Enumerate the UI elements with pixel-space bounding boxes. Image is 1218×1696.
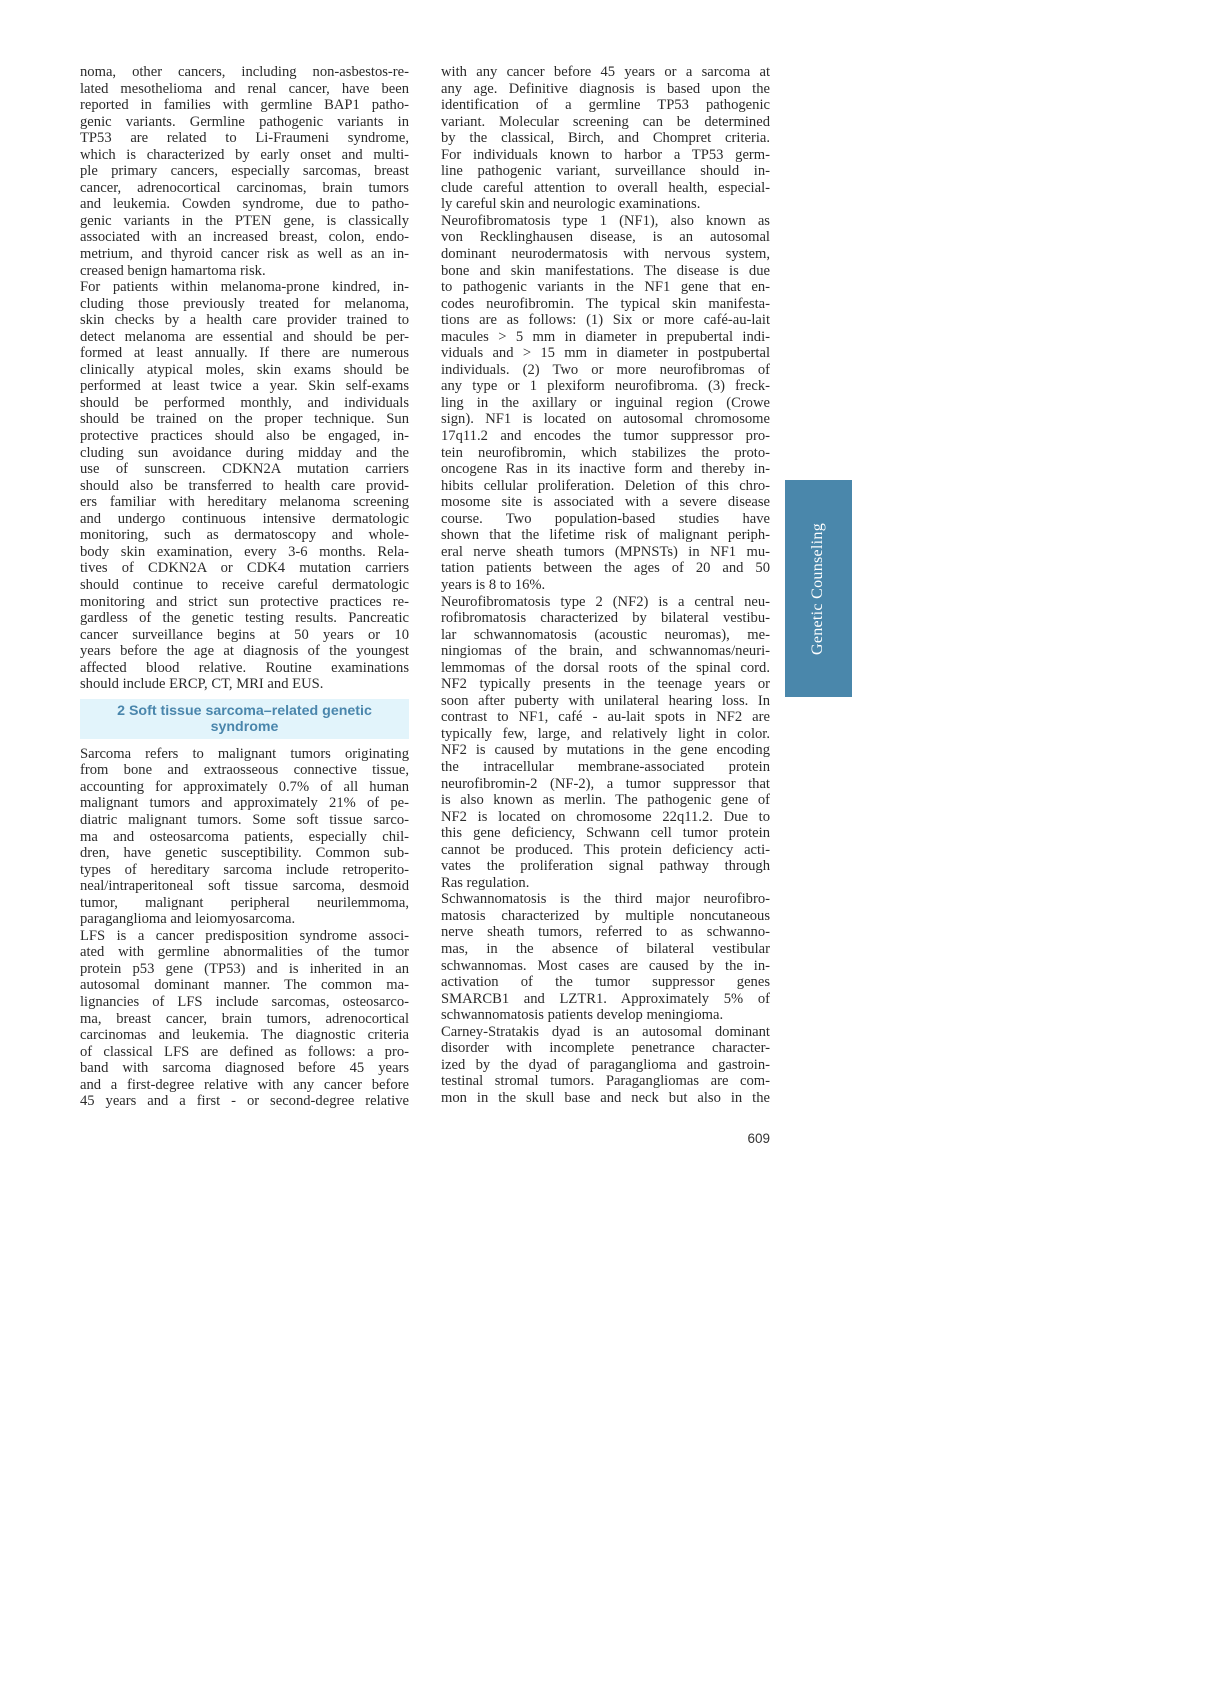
text-line: is also known as merlin. The pathogenic gene of [441,792,770,809]
text-line: NF2 is located on chromosome 22q11.2. Due to [441,808,770,825]
text-line: identification of a germline TP53 pathogenic [441,97,770,114]
text-line: clude careful attention to overall health, especial- [441,179,770,196]
paragraph [80,928,409,1110]
text-line: lated mesothelioma and renal cancer, have been [80,80,409,97]
text-line: cancer surveillance begins at 50 years or 10 [80,626,409,643]
text-line: tumor, malignant peripheral neurilemmoma, [80,894,409,911]
paragraph [441,594,770,892]
text-line: affected blood relative. Routine examinations [80,659,409,676]
text-line: Neurofibromatosis type 1 (NF1), also known as [441,212,770,229]
text-line: typically few, large, and relatively light in color. [441,725,770,742]
text-line: and leukemia. Cowden syndrome, due to patho- [80,196,409,213]
text-line: band with sarcoma diagnosed before 45 years [80,1060,409,1077]
text-line: detect melanoma are essential and should be per- [80,328,409,345]
text-line: paraganglioma and leiomyosarcoma. [80,911,296,928]
chapter-side-tab [785,480,852,697]
text-line: tions are as follows: (1) Six or more café-au-lait [441,312,770,329]
text-line: mon in the skull base and neck but also in the [441,1089,770,1106]
paragraph [441,1024,770,1107]
text-line: hibits cellular proliferation. Deletion of this chro- [441,477,770,494]
text-line: oncogene Ras in its inactive form and thereby in- [441,461,770,478]
text-line: For patients within melanoma-prone kindred, in- [80,279,409,296]
text-line: TP53 are related to Li-Fraumeni syndrome, [80,130,409,147]
text-line: ma and osteosarcoma patients, especially chil- [80,828,409,845]
text-line: of classical LFS are defined as follows: a pro- [80,1043,409,1060]
text-line: creased benign hamartoma risk. [80,262,266,279]
text-line: ated with germline abnormalities of the tumor [80,944,409,961]
text-line: to pathogenic variants in the NF1 gene that en- [441,279,770,296]
text-line: accounting for approximately 0.7% of all human [80,778,409,795]
section-heading [80,699,409,739]
text-line: tation patients between the ages of 20 and 50 [441,560,770,577]
text-line: from bone and extraosseous connective tissue, [80,762,409,779]
paragraph [441,213,770,594]
text-line: disorder with incomplete penetrance character- [441,1040,770,1057]
text-line: 17q11.2 and encodes the tumor suppressor pro- [441,428,770,445]
text-line: noma, other cancers, including non-asbestos-re- [80,64,409,80]
text-line: protective practices should also be engaged, in- [80,428,409,445]
text-line: mas, in the absence of bilateral vestibular [441,940,770,957]
paragraph [80,64,409,279]
text-line: should continue to receive careful dermatologic [80,576,409,593]
text-line: schwannomas. Most cases are caused by the in- [441,957,770,974]
text-line: nerve sheath tumors, referred to as schwanno- [441,924,770,941]
text-line: associated with an increased breast, colon, endo- [80,229,409,246]
text-line: vates the proliferation signal pathway through [441,858,770,875]
text-line: individuals. (2) Two or more neurofibromas of [441,361,770,378]
chapter-side-tab-label: Genetic Counseling [809,522,827,655]
text-line: activation of the tumor suppressor genes [441,974,770,991]
text-line: autosomal dominant manner. The common ma- [80,977,409,994]
text-line: diatric malignant tumors. Some soft tissue sarco- [80,811,409,828]
text-line: cancer, adrenocortical carcinomas, brain tumors [80,179,409,196]
text-line: Carney-Stratakis dyad is an autosomal dominant [441,1023,770,1040]
text-line: this gene deficiency, Schwann cell tumor protein [441,825,770,842]
text-line: should also be transferred to health care provid- [80,477,409,494]
text-line: von Recklinghausen disease, is an autosomal [441,229,770,246]
text-line: line pathogenic variant, surveillance should in- [441,163,770,180]
right-column [441,64,770,1106]
text-line: contrast to NF1, café - au-lait spots in NF2 are [441,709,770,726]
text-line: cannot be produced. This protein deficiency acti- [441,841,770,858]
text-line: ma, breast cancer, brain tumors, adrenocortical [80,1010,409,1027]
text-line: years is 8 to 16%. [441,576,546,593]
text-line: metrium, and thyroid cancer risk as well as an in- [80,246,409,263]
text-line: testinal stromal tumors. Paragangliomas are com- [441,1073,770,1090]
text-line: neurofibromin-2 (NF-2), a tumor suppressor that [441,775,770,792]
text-line: malignant tumors and approximately 21% of pe- [80,795,409,812]
text-line: types of hereditary sarcoma include retroperito- [80,861,409,878]
text-line: formed at least annually. If there are numerous [80,345,409,362]
text-line: and a first-degree relative with any cancer before [80,1076,409,1093]
text-line: macules > 5 mm in diameter in prepubertal indi- [441,328,770,345]
paragraph [441,891,770,1023]
text-line: For individuals known to harbor a TP53 germ- [441,146,770,163]
text-line: ple primary cancers, especially sarcomas, breast [80,163,409,180]
paragraph [441,64,770,213]
text-line: NF2 is caused by mutations in the gene encoding [441,742,770,759]
text-line: protein p53 gene (TP53) and is inherited in an [80,960,409,977]
left-paragraphs-before-heading [80,64,409,693]
text-line: any age. Definitive diagnosis is based upon the [441,80,770,97]
text-line: eral nerve sheath tumors (MPNSTs) in NF1 mu- [441,543,770,560]
left-paragraphs-after-heading [80,746,409,1110]
text-line: monitoring, such as dermatoscopy and whole- [80,527,409,544]
text-line: clinically atypical moles, skin exams should be [80,361,409,378]
text-line: which is characterized by early onset and multi- [80,146,409,163]
text-line: ers familiar with hereditary melanoma screening [80,494,409,511]
section-heading-line: 2 Soft tissue sarcoma–related genetic [117,702,372,719]
text-line: LFS is a cancer predisposition syndrome associ- [80,927,409,944]
text-line: and undergo continuous intensive dermatologic [80,510,409,527]
text-line: Sarcoma refers to malignant tumors originating [80,745,409,762]
text-line: skin checks by a health care provider trained to [80,312,409,329]
text-line: any type or 1 plexiform neurofibroma. (3) freck- [441,378,770,395]
text-line: bone and skin manifestations. The disease is due [441,262,770,279]
text-line: should be trained on the proper technique. Sun [80,411,409,428]
text-line: ling in the axillary or inguinal region (Crowe [441,394,770,411]
text-line: tein neurofibromin, which stabilizes the proto- [441,444,770,461]
text-line: variant. Molecular screening can be determined [441,113,770,130]
text-line: genic variants in the PTEN gene, is classically [80,212,409,229]
text-line: soon after puberty with unilateral hearing loss. In [441,692,770,709]
text-line: NF2 typically presents in the teenage years or [441,676,770,693]
text-line: mosome site is associated with a severe disease [441,494,770,511]
text-line: shown that the lifetime risk of malignant periph- [441,527,770,544]
text-line: course. Two population-based studies have [441,510,770,527]
text-line: should include ERCP, CT, MRI and EUS. [80,676,324,693]
section-heading-line: syndrome [210,718,279,735]
text-line: lemmomas of the dorsal roots of the spinal cord. [441,659,770,676]
text-line: lignancies of LFS include sarcomas, osteosarco- [80,993,409,1010]
text-line: ly careful skin and neurologic examinations. [441,196,701,213]
paragraph [80,746,409,928]
text-line: body skin examination, every 3-6 months. Rela- [80,543,409,560]
text-line: codes neurofibromin. The typical skin manifesta- [441,295,770,312]
text-line: schwannomatosis patients develop meningioma. [441,1007,724,1024]
text-line: tives of CDKN2A or CDK4 mutation carriers [80,560,409,577]
text-line: Schwannomatosis is the third major neurofibro- [441,891,770,908]
text-line: years before the age at diagnosis of the youngest [80,643,409,660]
text-line: rofibromatosis characterized by bilateral vestibu- [441,610,770,627]
text-line: ningiomas of the brain, and schwannomas/neuri- [441,643,770,660]
text-line: 45 years and a first - or second-degree relative [80,1093,409,1110]
text-line: genic variants. Germline pathogenic variants in [80,113,409,130]
text-line: matosis characterized by multiple noncutaneous [441,907,770,924]
text-line: Ras regulation. [441,874,530,891]
text-line: neal/intraperitoneal soft tissue sarcoma, desmoid [80,878,409,895]
text-line: gardless of the genetic testing results. Pancreatic [80,610,409,627]
page-number: 609 [747,1131,770,1146]
text-line: cluding sun avoidance during midday and the [80,444,409,461]
text-line: Neurofibromatosis type 2 (NF2) is a central neu- [441,593,770,610]
text-line: SMARCB1 and LZTR1. Approximately 5% of [441,990,770,1007]
text-line: dominant neurodermatosis with nervous system, [441,246,770,263]
text-line: sign). NF1 is located on autosomal chromosome [441,411,770,428]
text-line: viduals and > 15 mm in diameter in postpubertal [441,345,770,362]
text-line: lar schwannomatosis (acoustic neuromas), me- [441,626,770,643]
text-line: dren, have genetic susceptibility. Common sub- [80,845,409,862]
text-line: performed at least twice a year. Skin self-exams [80,378,409,395]
text-line: use of sunscreen. CDKN2A mutation carriers [80,461,409,478]
left-column [80,64,409,1110]
text-line: ized by the dyad of paraganglioma and gastroin- [441,1056,770,1073]
text-line: by the classical, Birch, and Chompret criteria. [441,130,770,147]
text-line: reported in families with germline BAP1 patho- [80,97,409,114]
text-line: the intracellular membrane-associated protein [441,758,770,775]
paragraph [80,279,409,693]
text-line: cluding those previously treated for melanoma, [80,295,409,312]
text-line: carcinomas and leukemia. The diagnostic criteria [80,1027,409,1044]
text-line: monitoring and strict sun protective practices re- [80,593,409,610]
text-line: should be performed monthly, and individuals [80,394,409,411]
text-line: with any cancer before 45 years or a sarcoma at [441,64,770,80]
